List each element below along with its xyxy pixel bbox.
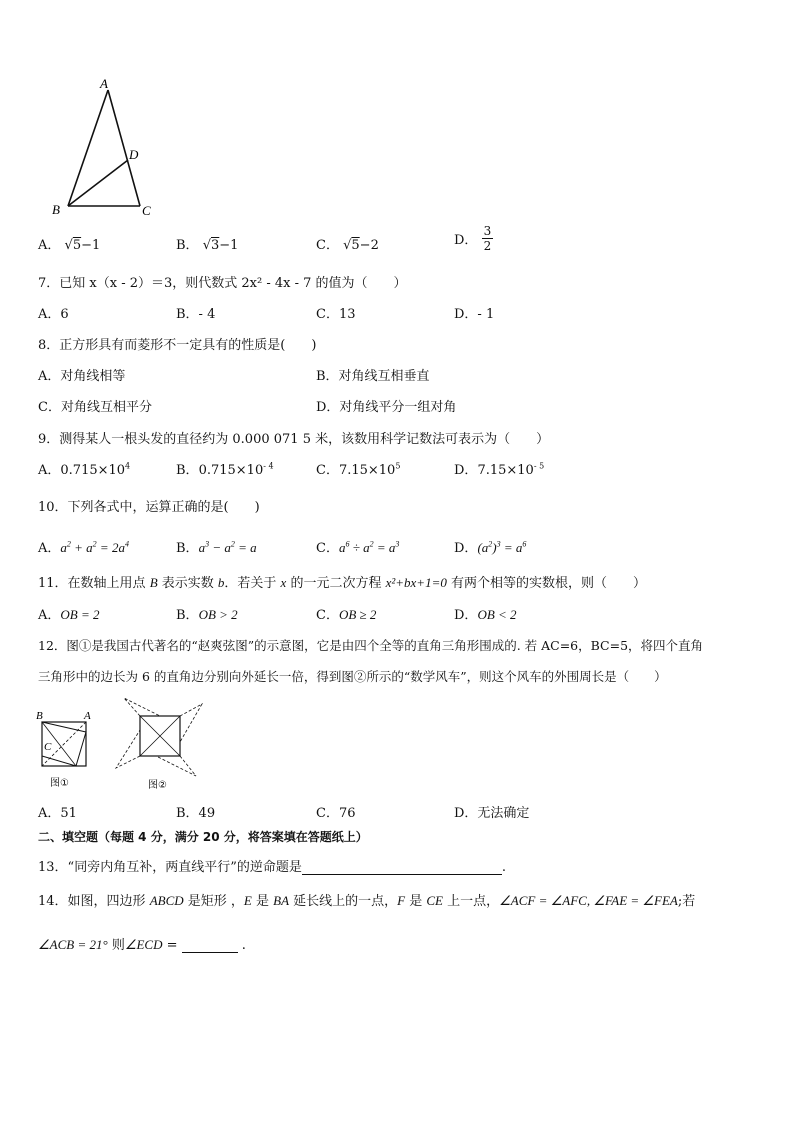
option-exponent: - 5	[533, 461, 545, 471]
var: CE	[426, 893, 443, 908]
radicand: 5	[72, 238, 82, 253]
var: x	[280, 575, 287, 590]
q10-stem: 10．下列各式中，运算正确的是( )	[38, 500, 260, 515]
text: 上一点，	[443, 894, 500, 909]
option-letter: A．	[38, 541, 61, 556]
text: 11．在数轴上用点	[38, 576, 150, 591]
formula: $(a^2)^3 = a^6$	[477, 539, 527, 555]
q10-option-c	[316, 537, 399, 556]
var: ABCD	[149, 893, 184, 908]
q6-option-c	[316, 234, 379, 253]
option-exponent: - 4	[263, 461, 274, 471]
text: 延长线上的一点，	[289, 894, 398, 909]
q11-stem	[38, 572, 646, 591]
section-2-title: 二、填空题（每题 4 分，满分 20 分，将答案填在答题纸上）	[38, 830, 368, 844]
point-a-label: A	[84, 710, 91, 722]
option-exponent: 5	[395, 461, 401, 471]
option-letter: D．	[454, 608, 478, 623]
option-rest: −1	[81, 238, 101, 253]
text: .	[501, 860, 506, 875]
q8-option-d: D．对角线平分一组对角	[316, 400, 457, 415]
q9-option-a	[38, 459, 130, 478]
q10-option-d	[454, 537, 526, 556]
text: 13．“同旁内角互补，两直线平行”的逆命题是	[38, 860, 302, 875]
q11-option-d	[454, 604, 517, 623]
vertex-a-label: A	[100, 76, 108, 91]
option-base: 0.715×10	[198, 463, 264, 478]
radicand: 5	[351, 238, 360, 253]
text: 14．如图，四边形	[38, 894, 150, 909]
q10-option-a	[38, 537, 129, 556]
option-letter: B．	[176, 541, 199, 556]
q12-option-d: D．无法确定	[454, 806, 530, 821]
sqrt-sign: √5	[64, 238, 82, 253]
text: 有两个相等的实数根，则（ ）	[446, 576, 646, 591]
q6-option-a	[38, 234, 100, 253]
option-exponent: 4	[125, 461, 131, 471]
q7-option-c: C．13	[316, 307, 356, 322]
option-letter: D．	[454, 541, 478, 556]
q12-line1: 12．图①是我国古代著名的“赵爽弦图”的示意图，它是由四个全等的直角三角形围成的. 若 AC=6，BC=5，将四个直角	[38, 638, 704, 653]
sqrt-sign: √5	[343, 238, 360, 253]
option-letter: B．	[176, 463, 199, 478]
var: E	[243, 893, 252, 908]
text: 是矩形 ，	[183, 894, 244, 909]
q8-stem: 8．正方形具有而菱形不一定具有的性质是( )	[38, 338, 317, 353]
vertex-b-label: B	[52, 202, 60, 217]
q7-option-b: B．- 4	[176, 307, 216, 322]
radicand: 3	[211, 238, 220, 253]
q12-option-b: B．49	[176, 806, 216, 821]
q10-option-b	[176, 537, 257, 556]
point-c-label: C	[44, 741, 52, 753]
q6-option-b	[176, 234, 238, 253]
option-letter: C．	[316, 463, 339, 478]
var: B	[149, 575, 158, 590]
option-letter: C．	[316, 608, 339, 623]
option-letter: B．	[176, 608, 199, 623]
condition: ∠ACF = ∠AFC, ∠FAE = ∠FEA	[499, 893, 678, 908]
sqrt-sign: √3	[202, 238, 220, 253]
q9-option-b	[176, 459, 274, 478]
text: =	[162, 938, 178, 953]
denominator: 2	[483, 239, 492, 253]
formula: $a^2 + a^2 = 2a^4$	[60, 539, 129, 555]
option-letter: A．	[38, 238, 61, 253]
q14-line1	[38, 890, 695, 909]
angle: ∠ECD	[124, 937, 163, 952]
q12-option-a: A．51	[38, 806, 77, 821]
figure-1	[36, 708, 102, 792]
q14-line2	[38, 934, 246, 953]
vertex-d-label: D	[129, 147, 139, 162]
q7-stem: 7．已知 x（x - 2）＝3，则代数式 2x² - 4x - 7 的值为（ ）	[38, 276, 407, 291]
q7-option-d: D．- 1	[454, 307, 495, 322]
formula: $a^6 \div a^2 = a^3$	[338, 539, 400, 555]
point-b-label: B	[36, 710, 43, 722]
var: b	[217, 575, 225, 590]
option-letter: A．	[38, 608, 61, 623]
angle: ∠ACB = 21°	[38, 937, 108, 952]
text: 的一元二次方程	[286, 576, 386, 591]
q11-option-a	[38, 604, 100, 623]
option-rest: −2	[359, 238, 379, 253]
answer-blank[interactable]	[182, 937, 238, 953]
q6-option-d	[454, 224, 493, 253]
option-letter: A．	[38, 463, 61, 478]
figure-2	[110, 694, 210, 794]
text: 是	[251, 894, 274, 909]
q9-stem: 9．测得某人一根头发的直径约为 0.000 071 5 米，该数用科学记数法可表示为（ ）	[38, 432, 550, 447]
option-letter: D．	[454, 233, 478, 248]
text: ．若关于	[224, 576, 281, 591]
option-letter: D．	[454, 463, 478, 478]
text: .	[241, 938, 246, 953]
fraction	[482, 224, 494, 253]
figure-1-caption: 图①	[50, 778, 69, 789]
text: 表示实数	[157, 576, 218, 591]
q8-option-b: B．对角线互相垂直	[316, 369, 430, 384]
option-expr: OB < 2	[477, 607, 517, 622]
text: ;若	[677, 894, 696, 909]
figure-2-caption: 图②	[148, 780, 167, 791]
option-letter: C．	[316, 238, 339, 253]
equation: x²+bx+1=0	[385, 575, 447, 590]
answer-blank[interactable]	[302, 859, 502, 875]
q9-option-d	[454, 459, 544, 478]
var: BA	[273, 893, 290, 908]
option-base: 0.715×10	[60, 463, 126, 478]
q11-option-c	[316, 604, 376, 623]
triangle-figure	[48, 76, 168, 218]
q9-option-c	[316, 459, 400, 478]
option-rest: −1	[219, 238, 239, 253]
q8-option-c: C．对角线互相平分	[38, 400, 152, 415]
formula: $a^3 - a^2 = a$	[198, 539, 257, 555]
option-expr: OB ≥ 2	[338, 607, 377, 622]
q12-option-c: C．76	[316, 806, 356, 821]
text: 则	[107, 938, 125, 953]
var: F	[397, 893, 406, 908]
numerator: 3	[483, 224, 492, 238]
option-letter: B．	[176, 238, 199, 253]
option-letter: C．	[316, 541, 339, 556]
option-base: 7.15×10	[477, 463, 534, 478]
option-expr: OB = 2	[60, 607, 100, 622]
q12-line2: 三角形中的边长为 6 的直角边分别向外延长一倍，得到图②所示的“数学风车”，则这个风车的外围周长是（ ）	[38, 669, 667, 684]
option-expr: OB > 2	[198, 607, 238, 622]
option-base: 7.15×10	[338, 463, 396, 478]
q11-option-b	[176, 604, 238, 623]
vertex-c-label: C	[142, 203, 151, 218]
q8-option-a: A．对角线相等	[38, 369, 126, 384]
q13-stem	[38, 856, 506, 875]
q7-option-a: A．6	[38, 307, 69, 322]
text: 是	[405, 894, 427, 909]
